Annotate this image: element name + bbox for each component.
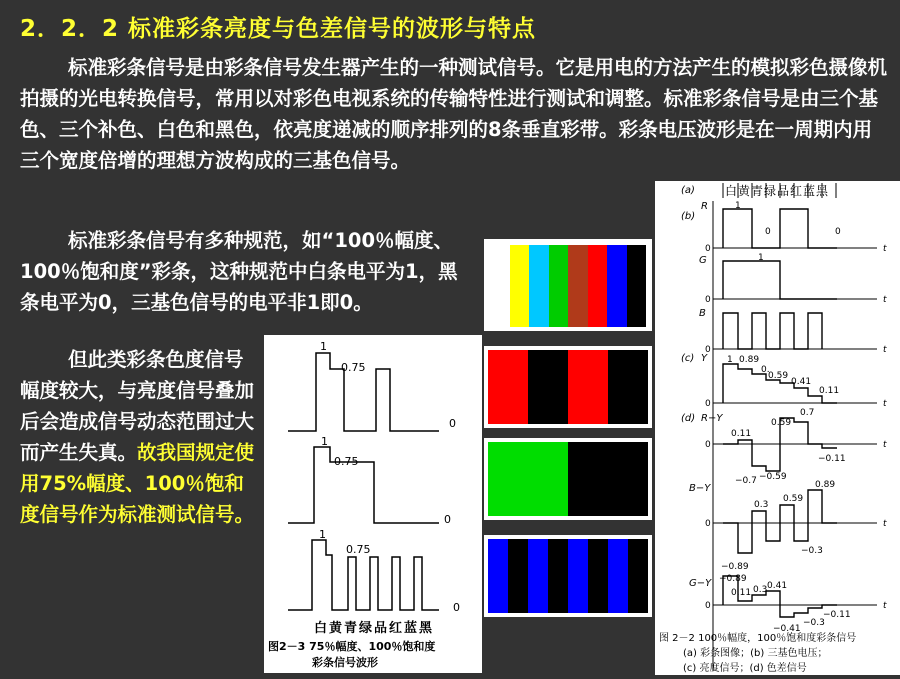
blue-bar-5 (588, 539, 608, 613)
figure-2-2-caption-1: 图 2－2 100％幅度，100％饱和度彩条信号 (659, 633, 857, 644)
waveform-G (723, 261, 837, 299)
color-bar-3 (549, 245, 569, 327)
red-channel-image (484, 346, 652, 428)
blue-level-one: 1 (319, 528, 326, 541)
blue-bar-2 (528, 539, 548, 613)
blue-bar-3 (548, 539, 568, 613)
axis-t-Y: t (883, 399, 887, 409)
label-R-Y: R−Y (701, 413, 723, 424)
RY-val-neg011: −0.11 (818, 454, 846, 464)
label-G-Y: G−Y (689, 578, 712, 589)
R-zero-label-2: 0 (835, 227, 841, 237)
blue-level-zero: 0 (453, 601, 460, 614)
figure-2-2-caption-3: (c) 亮度信号；(d) 色差信号 (683, 663, 807, 674)
R-one-label: 1 (735, 201, 741, 211)
RY-val-07: 0.7 (800, 408, 815, 418)
figure-2-2-caption-2: (a) 彩条图像；(b) 三基色电压； (683, 648, 828, 659)
G-one-label: 1 (758, 253, 764, 263)
paragraph-distortion (20, 344, 262, 530)
red-bar-2 (568, 350, 608, 424)
tag-b: (b) (681, 211, 696, 222)
bar-names-label: 白黄青绿品红蓝黑 (314, 621, 435, 636)
label-Y: Y (701, 353, 708, 364)
green-bars (488, 442, 648, 516)
GY-val-neg089: −0.89 (719, 574, 747, 584)
zero-Y: 0 (705, 399, 711, 409)
blue-bar-1 (508, 539, 528, 613)
red-bar-1 (528, 350, 568, 424)
red-bar-0 (488, 350, 528, 424)
label-R: R (701, 201, 708, 212)
axis-t-B-Y: t (883, 519, 887, 529)
green-level-075: 0.75 (334, 455, 359, 468)
BY-val-089: 0.89 (815, 480, 836, 490)
green-level-one: 1 (321, 435, 328, 448)
red-bars (488, 350, 648, 424)
zero-G: 0 (705, 295, 711, 305)
section-heading: 2．2．2 标准彩条亮度与色差信号的波形与特点 (20, 16, 537, 42)
blue-bars (488, 539, 648, 613)
figure-2-3-panel (264, 335, 482, 673)
tag-a: (a) (681, 185, 695, 196)
BY-val-059: 0.59 (783, 494, 804, 504)
blue-channel-image (484, 535, 652, 617)
axis-t-B: t (883, 345, 887, 355)
color-bar-7 (627, 245, 647, 327)
blue-bar-0 (488, 539, 508, 613)
label-B-Y: B−Y (689, 483, 711, 494)
green-bar-0 (488, 442, 568, 516)
Y-val-089: 0.89 (739, 355, 760, 365)
waveform-Y (723, 364, 840, 403)
bar-header: 白黄青绿品红蓝黑 (725, 184, 830, 198)
waveform-green (288, 447, 439, 523)
RY-val-059: 0.59 (771, 418, 792, 428)
Y-val-1: 1 (727, 355, 733, 365)
label-G: G (699, 255, 707, 266)
figure-2-3-waveforms (264, 335, 482, 673)
color-bar-image (484, 239, 652, 331)
waveform-B (723, 313, 822, 349)
red-level-zero: 0 (449, 417, 456, 430)
distortion-text: 但此类彩条色度信号幅度较大，与亮度信号叠加后会造成信号动态范围过大而产生失真。 (20, 348, 255, 464)
blue-bar-4 (568, 539, 588, 613)
figure-2-2-panel (655, 181, 900, 675)
Y-val-07: 0. (761, 365, 770, 375)
blue-level-075: 0.75 (346, 543, 371, 556)
zero-B: 0 (705, 345, 711, 355)
RY-val-neg07: −0.7 (735, 476, 757, 486)
color-bar-2 (529, 245, 549, 327)
red-bar-3 (608, 350, 648, 424)
Y-val-041: 0.41 (791, 377, 812, 387)
figure-2-2-waveforms (655, 181, 900, 675)
zero-R: 0 (705, 244, 711, 254)
blue-bar-7 (628, 539, 648, 613)
color-bar-4 (568, 245, 588, 327)
color-bar-6 (607, 245, 627, 327)
GY-val-03: 0.3 (753, 585, 768, 595)
Y-val-011: 0.11 (819, 386, 840, 396)
color-bar-0 (490, 245, 510, 327)
paragraph-intro: 标准彩条信号是由彩条信号发生器产生的一种测试信号。它是用电的方法产生的模拟彩色摄像机拍摄的光电转换信号，常用以对彩色电视系统的传输特性进行测试和调整。标准彩条信号是由三个基色、三个补色、白色和黑色，依亮度递减的顺序排列的8条垂直彩带。彩条电压波形是在一周期内用三个宽度倍增的理想方波构成的三基色信号。 (20, 56, 888, 172)
R-zero-label: 0 (765, 227, 771, 237)
tag-c: (c) (681, 353, 695, 364)
RY-val-neg059: −0.59 (759, 472, 787, 482)
label-B: B (699, 308, 706, 319)
GY-val-neg041: −0.41 (773, 624, 801, 634)
RY-val-011: 0.11 (731, 429, 752, 439)
color-bar-1 (510, 245, 530, 327)
figure-2-3-caption-2: 彩条信号波形 (312, 656, 378, 669)
blue-bar-6 (608, 539, 628, 613)
BY-val-neg089: −0.89 (721, 562, 749, 572)
green-level-zero: 0 (444, 513, 451, 526)
GY-val-neg011: −0.11 (823, 610, 851, 620)
paragraph-spec: 标准彩条信号有多种规范，如“100％幅度、100％饱和度”彩条，这种规范中白条电平为1，黑条电平为0，三基色信号的电平非1即0。 (20, 229, 458, 314)
waveform-R (723, 209, 837, 248)
BY-val-03: 0.3 (754, 500, 769, 510)
GY-val-011: 0.11 (731, 588, 752, 598)
tag-d: (d) (681, 413, 696, 424)
axis-t-R-Y: t (883, 440, 887, 450)
GY-val-neg03: −0.3 (803, 618, 825, 628)
axis-t-G: t (883, 295, 887, 305)
figure-2-3-caption-1: 图2－3 75％幅度、100％饱和度 (268, 640, 436, 653)
zero-G-Y: 0 (705, 601, 711, 611)
color-bars (490, 245, 646, 327)
red-level-075: 0.75 (341, 361, 366, 374)
waveform-B-Y (723, 490, 837, 553)
green-bar-1 (568, 442, 648, 516)
axis-t-R: t (883, 244, 887, 254)
Y-val-059: 0.59 (768, 371, 789, 381)
color-bar-5 (588, 245, 608, 327)
zero-B-Y: 0 (705, 519, 711, 529)
GY-val-041: 0.41 (767, 581, 788, 591)
highlighted-standard-text: 故我国规定使用75%幅度、100％饱和度信号作为标准测试信号。 (20, 441, 255, 526)
green-channel-image (484, 438, 652, 520)
red-level-one: 1 (320, 340, 327, 353)
axis-t-G-Y: t (883, 601, 887, 611)
BY-val-neg03: −0.3 (801, 546, 823, 556)
zero-R-Y: 0 (705, 440, 711, 450)
